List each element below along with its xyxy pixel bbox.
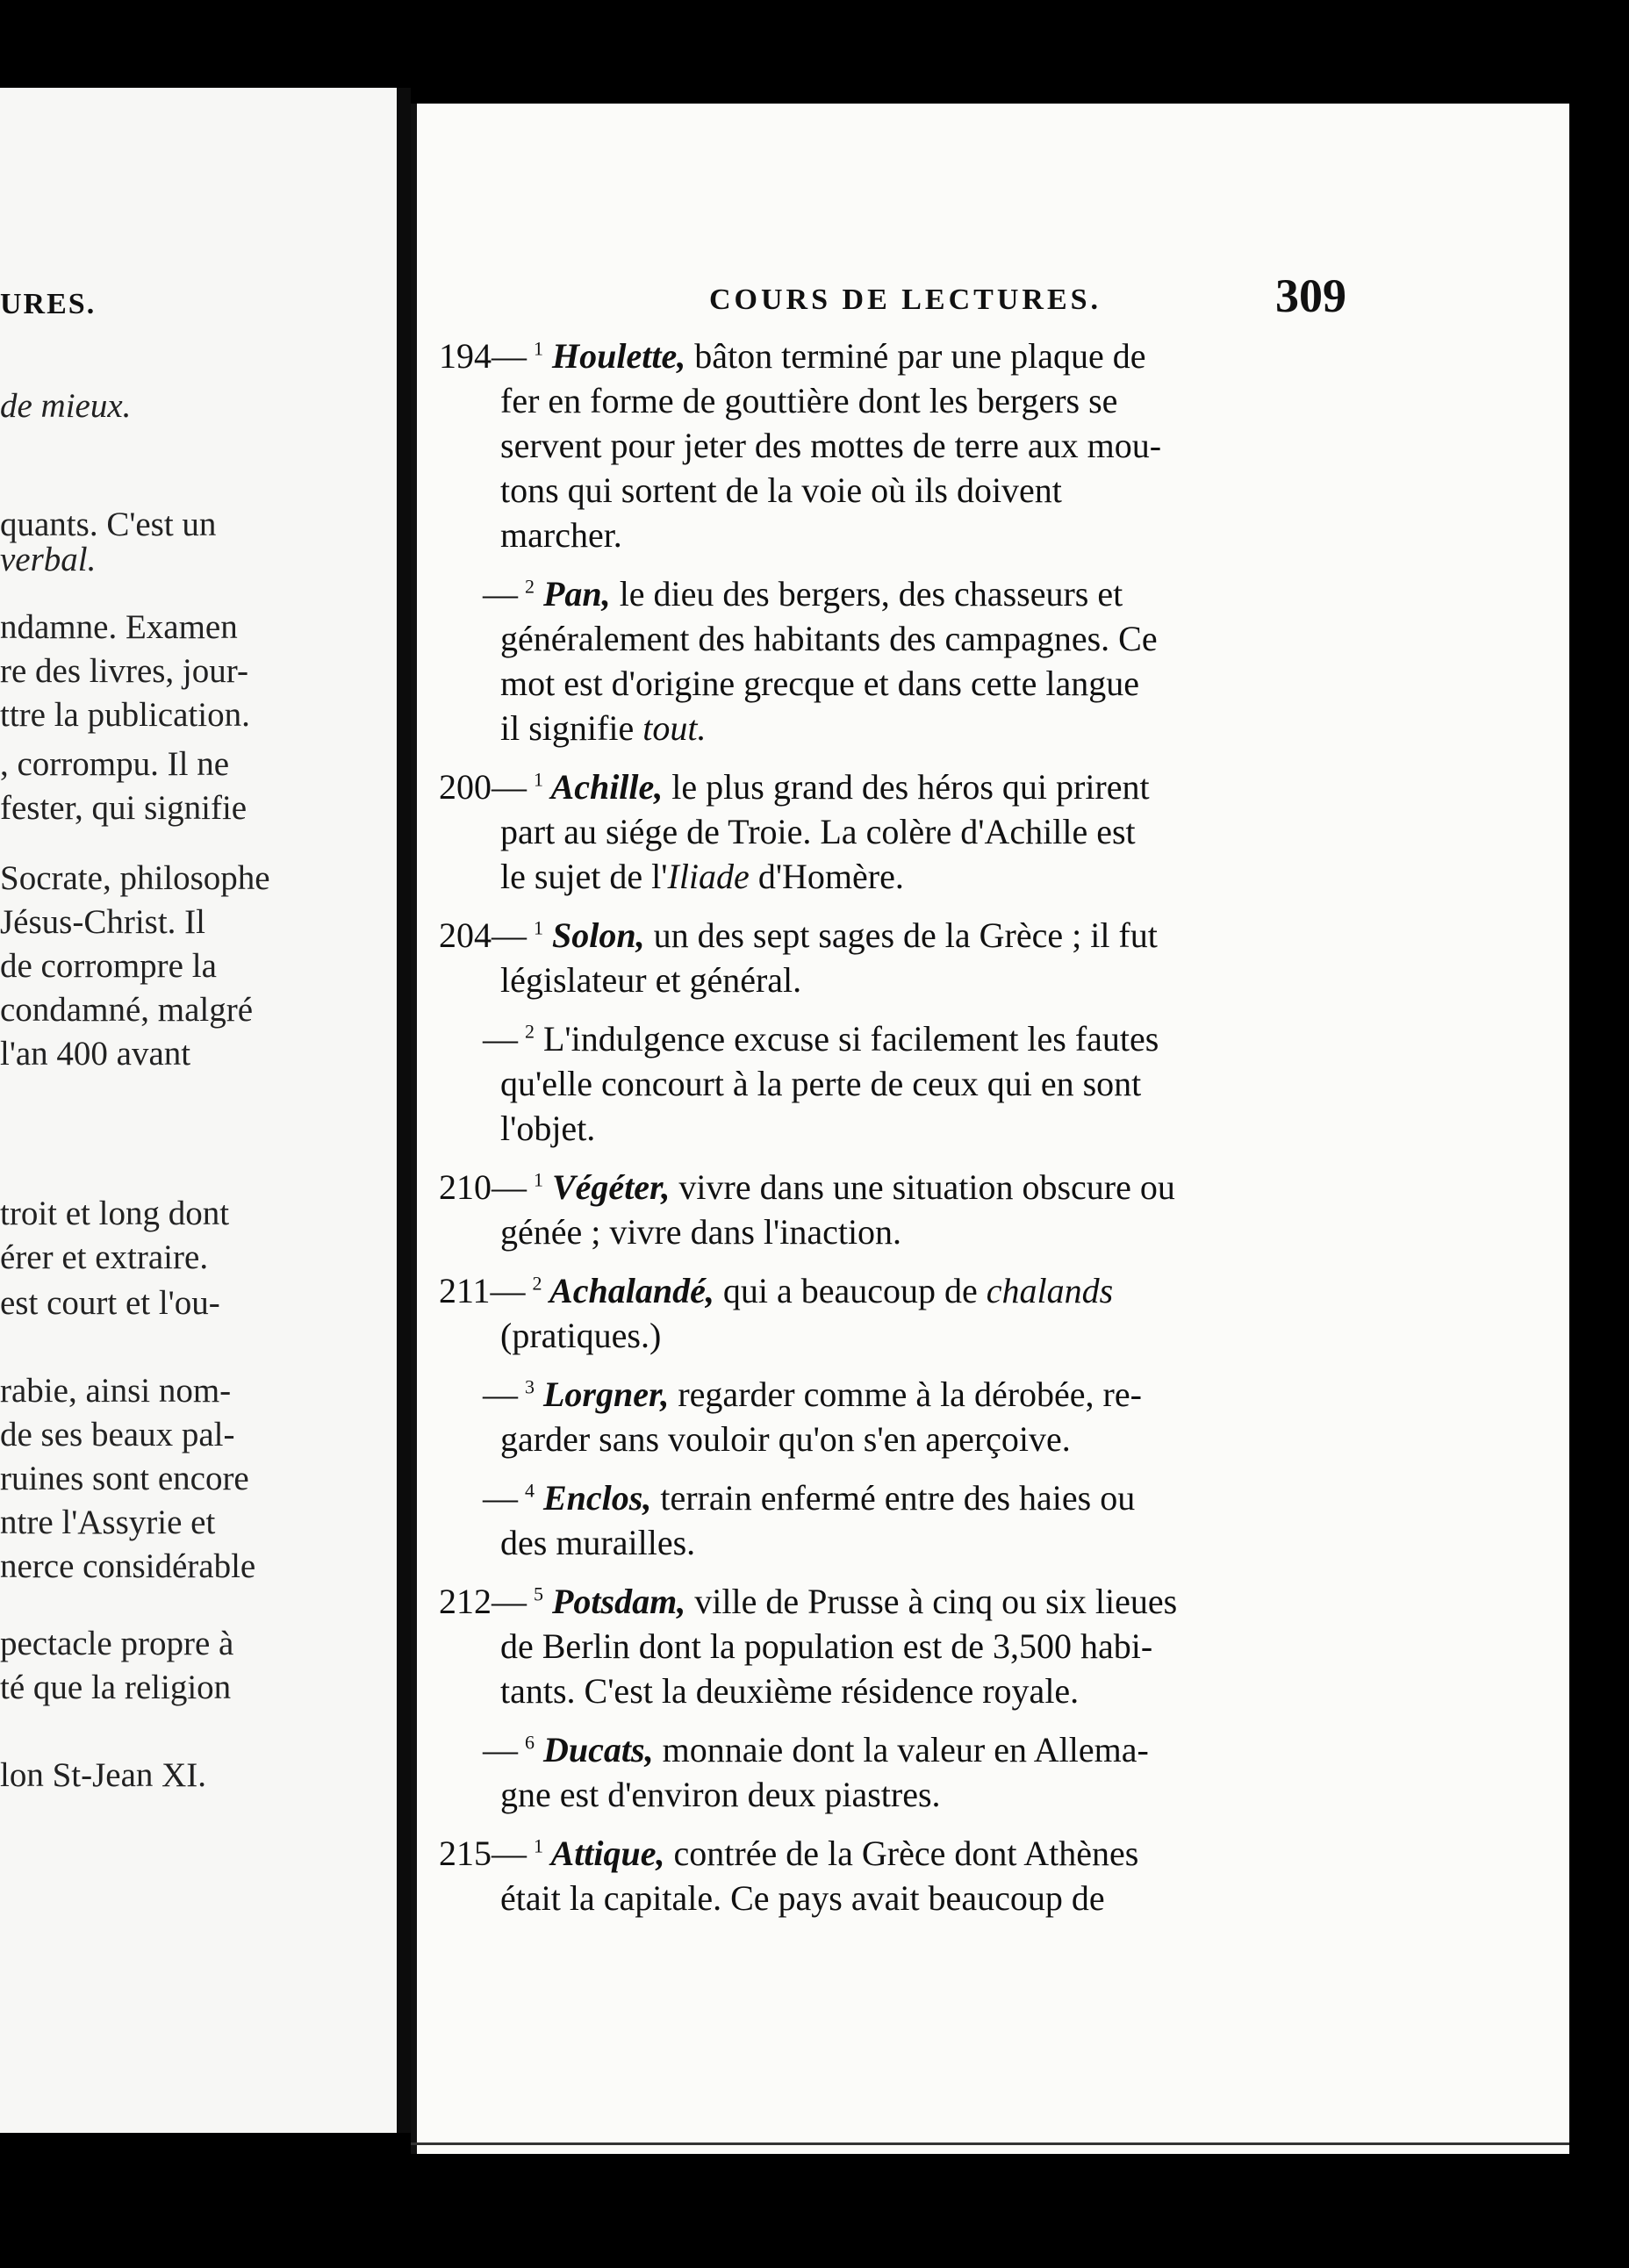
note-text: (pratiques.): [500, 1316, 662, 1355]
note-first-line: [439, 1167, 1175, 1207]
left-text-line: re des livres, jour-: [0, 652, 248, 690]
note-number: —: [483, 1374, 518, 1414]
left-text-line: de corrompre la: [0, 947, 217, 985]
note-first-line: [483, 1374, 1142, 1414]
note-line: [500, 470, 1062, 510]
left-text-line: ruines sont encore: [0, 1460, 249, 1497]
book-gutter: [397, 88, 411, 2133]
note-line: [500, 621, 1158, 657]
note-number: 211—: [439, 1271, 526, 1310]
note-text: de Berlin dont la population est de 3,500 habi-: [500, 1626, 1153, 1666]
note-text: garder sans vouloir qu'on s'en aperçoive.: [500, 1419, 1071, 1459]
note-marker: 2: [532, 1272, 542, 1295]
note-term: Lorgner,: [535, 1374, 670, 1414]
note-number: —: [483, 1478, 518, 1518]
note-first-line: [439, 1836, 1138, 1871]
note-text: généralement des habitants des campagnes. Ce: [500, 619, 1158, 658]
note-marker: 2: [525, 1020, 535, 1043]
note-text: servent pour jeter des mottes de terre aux mou-: [500, 426, 1162, 465]
left-text-line: lon St-Jean XI.: [0, 1756, 207, 1794]
note-line: [500, 1626, 1153, 1666]
note-first-line: [439, 915, 1158, 955]
note-text: ville de Prusse à cinq ou six lieues: [685, 1582, 1178, 1621]
note-line: [500, 1318, 661, 1353]
note-text: regarder comme à la dérobée, re-: [669, 1374, 1142, 1414]
note-first-line: [439, 1271, 1114, 1310]
note-line: [500, 666, 1139, 701]
note-marker: 1: [534, 337, 543, 360]
note-term: Houlette,: [543, 336, 686, 376]
left-text-line: l'an 400 avant: [0, 1035, 191, 1073]
note-term: Enclos,: [535, 1478, 652, 1518]
note-marker: 1: [534, 1168, 543, 1191]
note-first-line: [439, 1584, 1177, 1619]
note-text: part au siége de Troie. La colère d'Achille est: [500, 812, 1136, 851]
note-line: [500, 1419, 1071, 1459]
note-line: [500, 515, 622, 555]
note-text: vivre dans une situation obscure ou: [670, 1167, 1175, 1207]
note-text: qui a beaucoup de: [714, 1271, 987, 1310]
note-text: terrain enfermé entre des haies ou: [651, 1478, 1136, 1518]
note-term: Attique,: [543, 1834, 665, 1873]
note-line: [500, 428, 1161, 463]
left-text-line: est court et l'ou-: [0, 1284, 220, 1322]
note-line: [500, 812, 1136, 851]
note-first-line: [483, 574, 1123, 614]
note-first-line: [483, 1019, 1159, 1059]
left-text-line: rabie, ainsi nom-: [0, 1372, 232, 1410]
note-text: il signifie: [500, 708, 643, 748]
note-text: mot est d'origine grecque et dans cette langue: [500, 664, 1140, 703]
left-text-line: de ses beaux pal-: [0, 1416, 235, 1453]
note-first-line: [439, 336, 1146, 376]
note-text: génée ; vivre dans l'inaction.: [500, 1212, 902, 1252]
left-text-line: fester, qui signifie: [0, 789, 248, 827]
note-line: [500, 381, 1118, 420]
left-text-line: Socrate, philosophe: [0, 859, 270, 897]
left-text-line: ntre l'Assyrie et: [0, 1504, 216, 1541]
left-text-line: verbal.: [0, 541, 97, 578]
left-text-line: pectacle propre à: [0, 1625, 234, 1662]
left-text-line: troit et long dont: [0, 1195, 230, 1232]
note-text: était la capitale. Ce pays avait beaucoup de: [500, 1878, 1105, 1918]
note-term: Achalandé,: [542, 1271, 714, 1310]
left-text-line: , corrompu. Il ne: [0, 745, 230, 783]
note-text: tants. C'est la deuxième résidence royale.: [500, 1671, 1080, 1711]
note-text: un des sept sages de la Grèce ; il fut: [644, 915, 1158, 955]
note-number: —: [483, 574, 518, 614]
left-text-line: té que la religion: [0, 1669, 232, 1706]
left-text-line: Jésus-Christ. Il: [0, 903, 205, 941]
note-term: Potsdam,: [543, 1582, 686, 1621]
note-number: —: [483, 1019, 518, 1059]
note-text: monnaie dont la valeur en Allema-: [653, 1730, 1149, 1769]
page-edge-rule: [411, 104, 417, 2154]
note-number: 215—: [439, 1834, 527, 1873]
page-bottom-rule: [411, 2142, 1569, 2145]
note-text: contrée de la Grèce dont Athènes: [664, 1834, 1139, 1873]
note-marker: 5: [534, 1583, 543, 1605]
note-marker: 1: [534, 916, 543, 939]
note-line: [500, 859, 904, 894]
note-number: 212—: [439, 1582, 527, 1621]
left-running-head: URES.: [0, 288, 97, 320]
note-number: 204—: [439, 915, 527, 955]
note-marker: 6: [525, 1731, 535, 1754]
note-text: gne est d'environ deux piastres.: [500, 1775, 941, 1814]
note-text: d'Homère.: [749, 857, 904, 896]
note-marker: 1: [534, 768, 543, 791]
note-line: [500, 960, 802, 1000]
note-text: tons qui sortent de la voie où ils doivent: [500, 470, 1062, 510]
note-text: fer en forme de gouttière dont les bergers se: [500, 381, 1118, 420]
note-text: législateur et général.: [500, 960, 802, 1000]
note-first-line: [439, 767, 1150, 807]
note-text: des murailles.: [500, 1523, 696, 1562]
note-line: [500, 1671, 1080, 1711]
page-number: 309: [1275, 269, 1346, 322]
note-term: Achille,: [543, 767, 664, 807]
note-line: [500, 1525, 695, 1561]
note-line: [500, 1111, 595, 1146]
note-text: marcher.: [500, 515, 622, 555]
running-head: COURS DE LECTURES.: [709, 284, 1102, 316]
note-term: Végéter,: [543, 1167, 671, 1207]
left-text-line: érer et extraire.: [0, 1238, 209, 1276]
note-line: [500, 708, 707, 748]
left-text-line: nerce considérable: [0, 1547, 256, 1585]
note-italic: Iliade: [667, 857, 750, 896]
note-italic: chalands: [986, 1271, 1114, 1310]
left-text-line: quants. C'est un: [0, 506, 217, 543]
note-line: [500, 1212, 902, 1252]
note-term: Ducats,: [535, 1730, 654, 1769]
left-text-line: ndamne. Examen: [0, 608, 238, 646]
note-line: [500, 1066, 1141, 1102]
note-marker: 1: [534, 1834, 543, 1857]
note-first-line: [483, 1730, 1149, 1769]
note-line: [500, 1878, 1105, 1918]
note-italic: tout.: [642, 708, 707, 748]
note-text: qu'elle concourt à la perte de ceux qui en sont: [500, 1064, 1142, 1103]
previous-page-fragment: [0, 88, 397, 2133]
note-term: Solon,: [543, 915, 645, 955]
note-line: [500, 1777, 941, 1812]
note-text: le sujet de l': [500, 857, 668, 896]
note-marker: 4: [525, 1479, 535, 1502]
left-text-line: de mieux.: [0, 387, 132, 425]
note-number: 200—: [439, 767, 527, 807]
note-term: Pan,: [535, 574, 611, 614]
left-text-line: ttre la publication.: [0, 696, 250, 734]
note-text: le dieu des bergers, des chasseurs et: [610, 574, 1123, 614]
note-number: —: [483, 1730, 518, 1769]
note-marker: 2: [525, 575, 535, 598]
note-number: 210—: [439, 1167, 527, 1207]
note-first-line: [483, 1478, 1136, 1518]
page-309: [411, 104, 1569, 2154]
note-number: 194—: [439, 336, 527, 376]
note-text: L'indulgence excuse si facilement les fautes: [535, 1019, 1159, 1059]
note-text: l'objet.: [500, 1109, 596, 1148]
note-text: bâton terminé par une plaque de: [685, 336, 1146, 376]
left-text-line: condamné, malgré: [0, 991, 254, 1029]
note-text: le plus grand des héros qui prirent: [663, 767, 1150, 807]
note-marker: 3: [525, 1375, 535, 1398]
